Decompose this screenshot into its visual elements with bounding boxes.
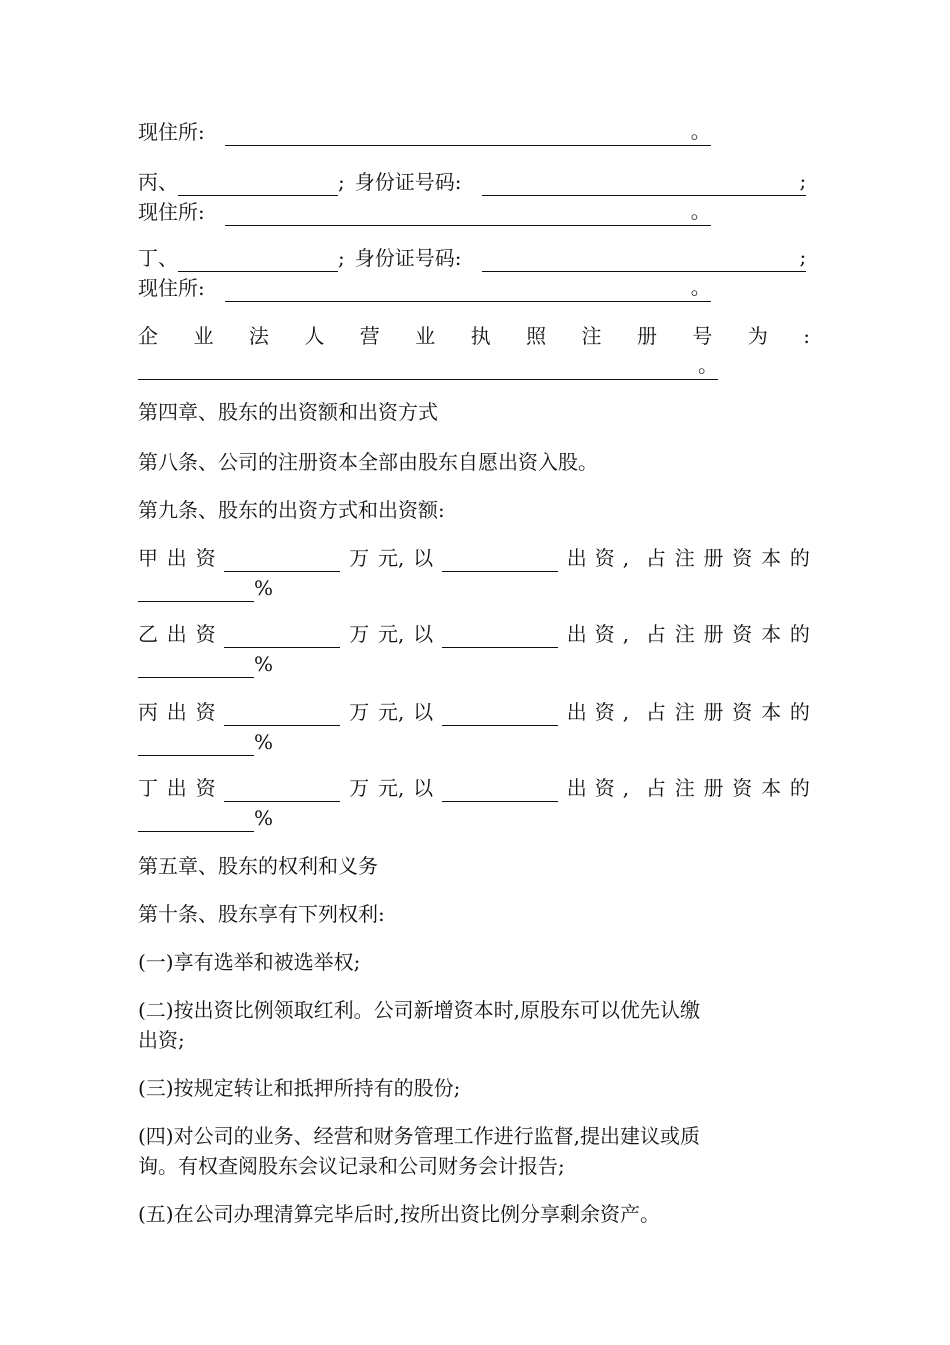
license-char: 照 xyxy=(526,324,547,348)
contrib-percent-b xyxy=(138,650,273,678)
contrib-percent-a xyxy=(138,574,273,602)
contrib-word: 占 xyxy=(645,700,666,724)
contrib-word: 占 xyxy=(645,622,666,646)
right-4-line-2: 询。有权查阅股东会议记录和公司财务会计报告; xyxy=(138,1154,565,1178)
license-char: 业 xyxy=(193,324,214,348)
contrib-percent-c xyxy=(138,728,273,756)
period: 。 xyxy=(698,351,718,380)
contrib-word: 资 xyxy=(195,622,216,646)
address-blank[interactable] xyxy=(225,125,691,146)
contrib-word: 注 xyxy=(674,546,695,570)
contrib-word: 元, xyxy=(377,546,405,570)
right-2-line-2: 出资; xyxy=(138,1028,185,1052)
party-c-name-blank[interactable] xyxy=(178,175,338,196)
semicolon: ; xyxy=(800,243,807,272)
chapter-5-heading: 第五章、股东的权利和义务 xyxy=(138,854,378,878)
article-9: 第九条、股东的出资方式和出资额: xyxy=(138,498,445,522)
contrib-word: 册 xyxy=(703,622,724,646)
contrib-row-d xyxy=(138,774,810,802)
license-char: 执 xyxy=(470,324,491,348)
percent-blank[interactable] xyxy=(138,657,254,678)
contrib-party: 丙 xyxy=(138,700,158,724)
contrib-word: 的 xyxy=(789,776,810,800)
percent-sign: % xyxy=(254,652,274,676)
contrib-word: 以 xyxy=(413,700,434,724)
party-c-address-line xyxy=(138,198,711,226)
method-blank[interactable] xyxy=(442,705,558,726)
contrib-word: 元, xyxy=(377,776,405,800)
contrib-word: 本 xyxy=(761,622,782,646)
contrib-party: 丁 xyxy=(138,776,158,800)
right-1: (一)享有选举和被选举权; xyxy=(138,950,361,974)
contrib-word: 注 xyxy=(674,622,695,646)
contrib-word: 元, xyxy=(377,700,405,724)
contrib-word: 以 xyxy=(413,546,434,570)
contrib-word: 出 xyxy=(166,776,187,800)
contrib-word: 占 xyxy=(645,546,666,570)
percent-sign: % xyxy=(254,730,274,754)
contrib-party: 乙 xyxy=(138,622,158,646)
period: 。 xyxy=(691,273,711,302)
right-3: (三)按规定转让和抵押所持有的股份; xyxy=(138,1076,461,1100)
right-5: (五)在公司办理清算完毕后时,按所出资比例分享剩余资产。 xyxy=(138,1202,660,1226)
semicolon: ; xyxy=(338,246,345,270)
party-c-label: 丙、 xyxy=(138,170,178,194)
amount-blank[interactable] xyxy=(224,627,340,648)
contrib-word: 注 xyxy=(674,776,695,800)
contrib-word: 万 xyxy=(349,546,370,570)
contrib-word: 以 xyxy=(413,776,434,800)
semicolon: ; xyxy=(800,167,807,196)
contrib-word: 占 xyxy=(645,776,666,800)
contrib-word: 出 xyxy=(166,700,187,724)
license-char: : xyxy=(803,324,810,348)
contrib-word: 册 xyxy=(703,776,724,800)
license-char: 注 xyxy=(581,324,602,348)
period: 。 xyxy=(691,197,711,226)
contrib-word: 册 xyxy=(703,546,724,570)
percent-sign: % xyxy=(254,576,274,600)
right-4-line-1: (四)对公司的业务、经营和财务管理工作进行监督,提出建议或质 xyxy=(138,1124,700,1148)
party-d-label: 丁、 xyxy=(138,246,178,270)
contrib-word: 本 xyxy=(761,776,782,800)
license-char: 营 xyxy=(359,324,380,348)
party-d-name-blank[interactable] xyxy=(178,251,338,272)
contrib-percent-d xyxy=(138,804,273,832)
party-d-id-blank[interactable] xyxy=(482,251,800,272)
license-number-blank[interactable] xyxy=(138,359,698,380)
party-c-id-line xyxy=(138,168,810,196)
contrib-row-a xyxy=(138,544,810,572)
percent-sign: % xyxy=(254,806,274,830)
contrib-word: 的 xyxy=(789,622,810,646)
article-8: 第八条、公司的注册资本全部由股东自愿出资入股。 xyxy=(138,450,598,474)
contrib-word: 资 xyxy=(195,776,216,800)
contrib-row-c xyxy=(138,698,810,726)
contrib-word: 万 xyxy=(349,776,370,800)
license-char: 号 xyxy=(692,324,713,348)
contrib-word: 万 xyxy=(349,622,370,646)
contrib-word: 注 xyxy=(674,700,695,724)
contrib-word: 元, xyxy=(377,622,405,646)
percent-blank[interactable] xyxy=(138,811,254,832)
percent-blank[interactable] xyxy=(138,735,254,756)
contrib-word: 资 xyxy=(732,546,753,570)
contrib-word: 资 xyxy=(732,622,753,646)
article-10: 第十条、股东享有下列权利: xyxy=(138,902,385,926)
period: 。 xyxy=(691,117,711,146)
percent-blank[interactable] xyxy=(138,581,254,602)
license-char: 人 xyxy=(304,324,325,348)
current-address-label: 现住所: xyxy=(138,120,205,144)
amount-blank[interactable] xyxy=(224,705,340,726)
contrib-word: 出资, xyxy=(566,546,638,570)
license-char: 法 xyxy=(248,324,269,348)
amount-blank[interactable] xyxy=(224,551,340,572)
license-char: 册 xyxy=(636,324,657,348)
contrib-word: 万 xyxy=(349,700,370,724)
method-blank[interactable] xyxy=(442,551,558,572)
contrib-word: 出资, xyxy=(566,776,638,800)
contrib-word: 出资, xyxy=(566,700,638,724)
party-c-id-blank[interactable] xyxy=(482,175,800,196)
party-d-address-line xyxy=(138,274,711,302)
contrib-word: 资 xyxy=(195,700,216,724)
contrib-word: 出 xyxy=(166,546,187,570)
business-license-blank-line xyxy=(138,352,718,380)
contrib-word: 资 xyxy=(195,546,216,570)
contrib-word: 册 xyxy=(703,700,724,724)
current-address-line-b xyxy=(138,118,711,146)
semicolon: ; xyxy=(338,170,345,194)
contrib-word: 本 xyxy=(761,546,782,570)
current-address-label: 现住所: xyxy=(138,276,205,300)
contrib-party: 甲 xyxy=(138,546,158,570)
id-label: 身份证号码: xyxy=(354,170,462,194)
contrib-word: 的 xyxy=(789,546,810,570)
contrib-row-b xyxy=(138,620,810,648)
contrib-word: 的 xyxy=(789,700,810,724)
address-blank[interactable] xyxy=(225,281,691,302)
contrib-word: 资 xyxy=(732,776,753,800)
business-license-label xyxy=(138,322,810,350)
amount-blank[interactable] xyxy=(224,781,340,802)
contrib-word: 本 xyxy=(761,700,782,724)
method-blank[interactable] xyxy=(442,781,558,802)
contrib-word: 资 xyxy=(732,700,753,724)
address-blank[interactable] xyxy=(225,205,691,226)
id-label: 身份证号码: xyxy=(354,246,462,270)
chapter-4-heading: 第四章、股东的出资额和出资方式 xyxy=(138,400,438,424)
method-blank[interactable] xyxy=(442,627,558,648)
right-2-line-1: (二)按出资比例领取红利。公司新增资本时,原股东可以优先认缴 xyxy=(138,998,700,1022)
contrib-word: 以 xyxy=(413,622,434,646)
contrib-word: 出资, xyxy=(566,622,638,646)
license-char: 为 xyxy=(747,324,768,348)
license-char: 企 xyxy=(138,324,158,348)
license-char: 业 xyxy=(415,324,436,348)
contrib-word: 出 xyxy=(166,622,187,646)
party-d-id-line xyxy=(138,244,810,272)
current-address-label: 现住所: xyxy=(138,200,205,224)
